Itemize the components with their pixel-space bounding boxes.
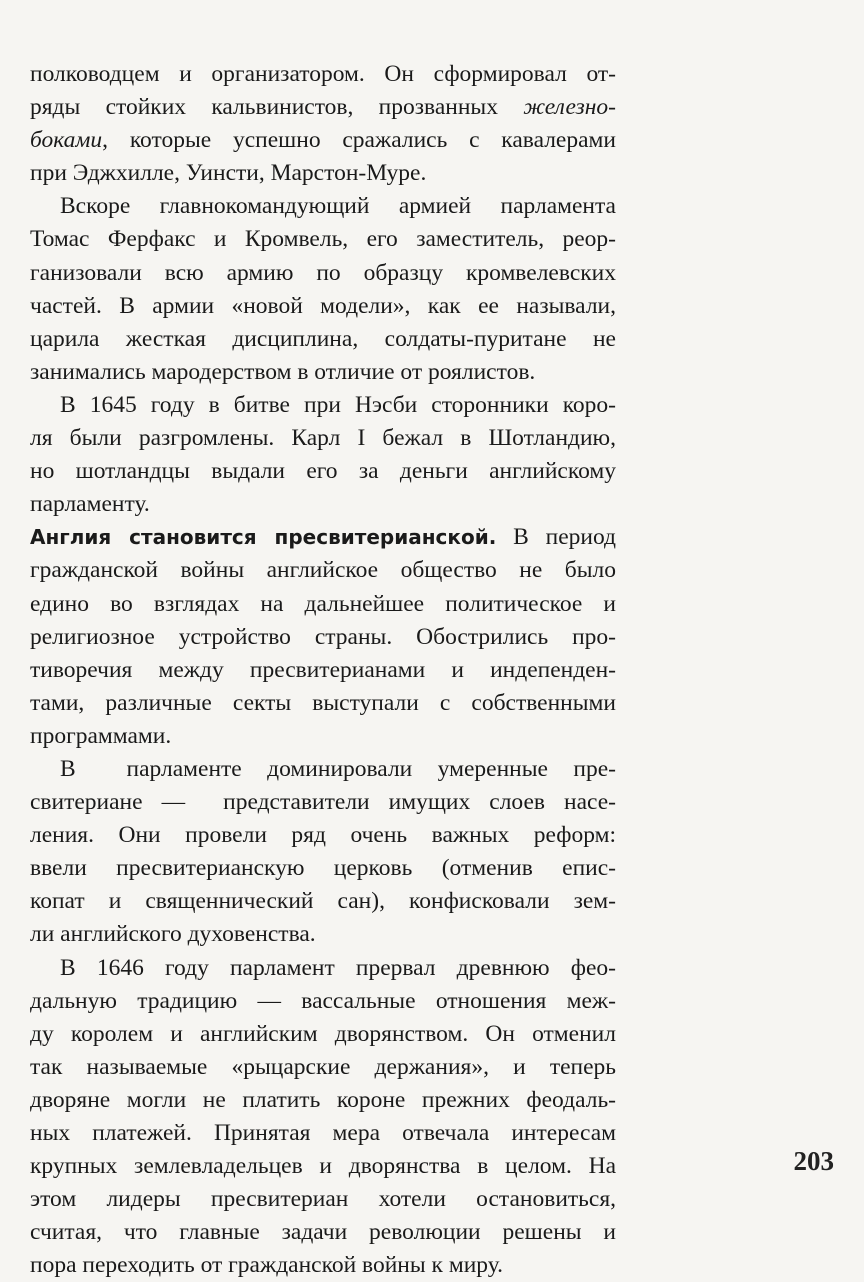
- italic-term: железно-: [523, 94, 616, 121]
- text-line: Томас Ферфакс и Кромвель, его заместитель, реор-: [30, 226, 616, 253]
- text-line: религиозное устройство страны. Обострились про-: [30, 623, 616, 650]
- text-line: так называемые «рыцарские держания», и теперь: [30, 1053, 616, 1080]
- text-line: парламенту.: [30, 491, 150, 518]
- text-line: копат и священнический сан), конфисковали зем-: [30, 888, 616, 915]
- text-line: едино во взглядах на дальнейшее политическое и: [30, 590, 616, 617]
- text-line: царила жесткая дисциплина, солдаты-пуритане не: [30, 325, 616, 352]
- text-line: ли английского духовенства.: [30, 921, 316, 948]
- paragraph: [30, 521, 616, 753]
- text-line: но шотландцы выдали его за деньги английскому: [30, 458, 616, 485]
- paragraph: [30, 389, 616, 521]
- italic-term: боками: [30, 127, 103, 154]
- paragraph: [30, 190, 616, 389]
- text-line: боками, которые успешно сражались с кавалерами: [30, 127, 616, 154]
- text-line: ления. Они провели ряд очень важных реформ:: [30, 822, 616, 849]
- text-line: дворяне могли не платить короне прежних феодаль-: [30, 1086, 616, 1113]
- text-line: пора переходить от гражданской войны к миру.: [30, 1252, 503, 1279]
- text-line: полководцем и организатором. Он сформировал от-: [30, 61, 616, 87]
- paragraph: [30, 952, 616, 1282]
- text-line: В 1646 году парламент прервал древнюю фео-: [60, 954, 616, 981]
- text-line: ввели пресвитерианскую церковь (отменив епис-: [30, 855, 616, 882]
- text-line: занимались мародерством в отличие от роялистов.: [30, 358, 536, 385]
- paragraph: [30, 58, 616, 190]
- text-line: при Эджхилле, Уинсти, Марстон-Муре.: [30, 160, 427, 187]
- text-line: программами.: [30, 722, 172, 749]
- text-line: этом лидеры пресвитериан хотели остановиться,: [30, 1186, 616, 1213]
- text-line: считая, что главные задачи революции решены и: [30, 1219, 616, 1246]
- text-line: тиворечия между пресвитерианами и индепенден-: [30, 656, 616, 683]
- text-line: ля были разгромлены. Карл I бежал в Шотландию,: [30, 425, 616, 452]
- body-text: [30, 58, 616, 1282]
- section-heading: Англия становится пресвитерианской.: [30, 525, 497, 550]
- text-line: гражданской войны английское общество не было: [30, 557, 616, 584]
- text-line: крупных землевладельцев и дворянства в целом. На: [30, 1153, 616, 1180]
- text-line: Вскоре главнокомандующий армией парламента: [60, 193, 616, 220]
- text-line: дальную традицию — вассальные отношения меж-: [30, 987, 616, 1014]
- text-line: тами, различные секты выступали с собственными: [30, 689, 616, 716]
- text-line: ных платежей. Принятая мера отвечала интересам: [30, 1120, 616, 1146]
- text-line: ганизовали всю армию по образцу кромвелевских: [30, 259, 616, 286]
- text-line: В парламенте доминировали умеренные пре-: [60, 755, 616, 782]
- text-line: ряды стойких кальвинистов, прозванных железно-: [30, 94, 616, 121]
- text-line: ду королем и английским дворянством. Он отменил: [30, 1020, 616, 1047]
- paragraph: [30, 753, 616, 952]
- text-line: частей. В армии «новой модели», как ее называли,: [30, 292, 616, 319]
- text-line: свитериане — представители имущих слоев насе-: [30, 789, 616, 816]
- text-line: В 1645 году в битве при Нэсби сторонники коро-: [60, 391, 616, 418]
- page-number: 203: [793, 1146, 834, 1176]
- text-line: Англия становится пресвитерианской. В период: [30, 524, 616, 551]
